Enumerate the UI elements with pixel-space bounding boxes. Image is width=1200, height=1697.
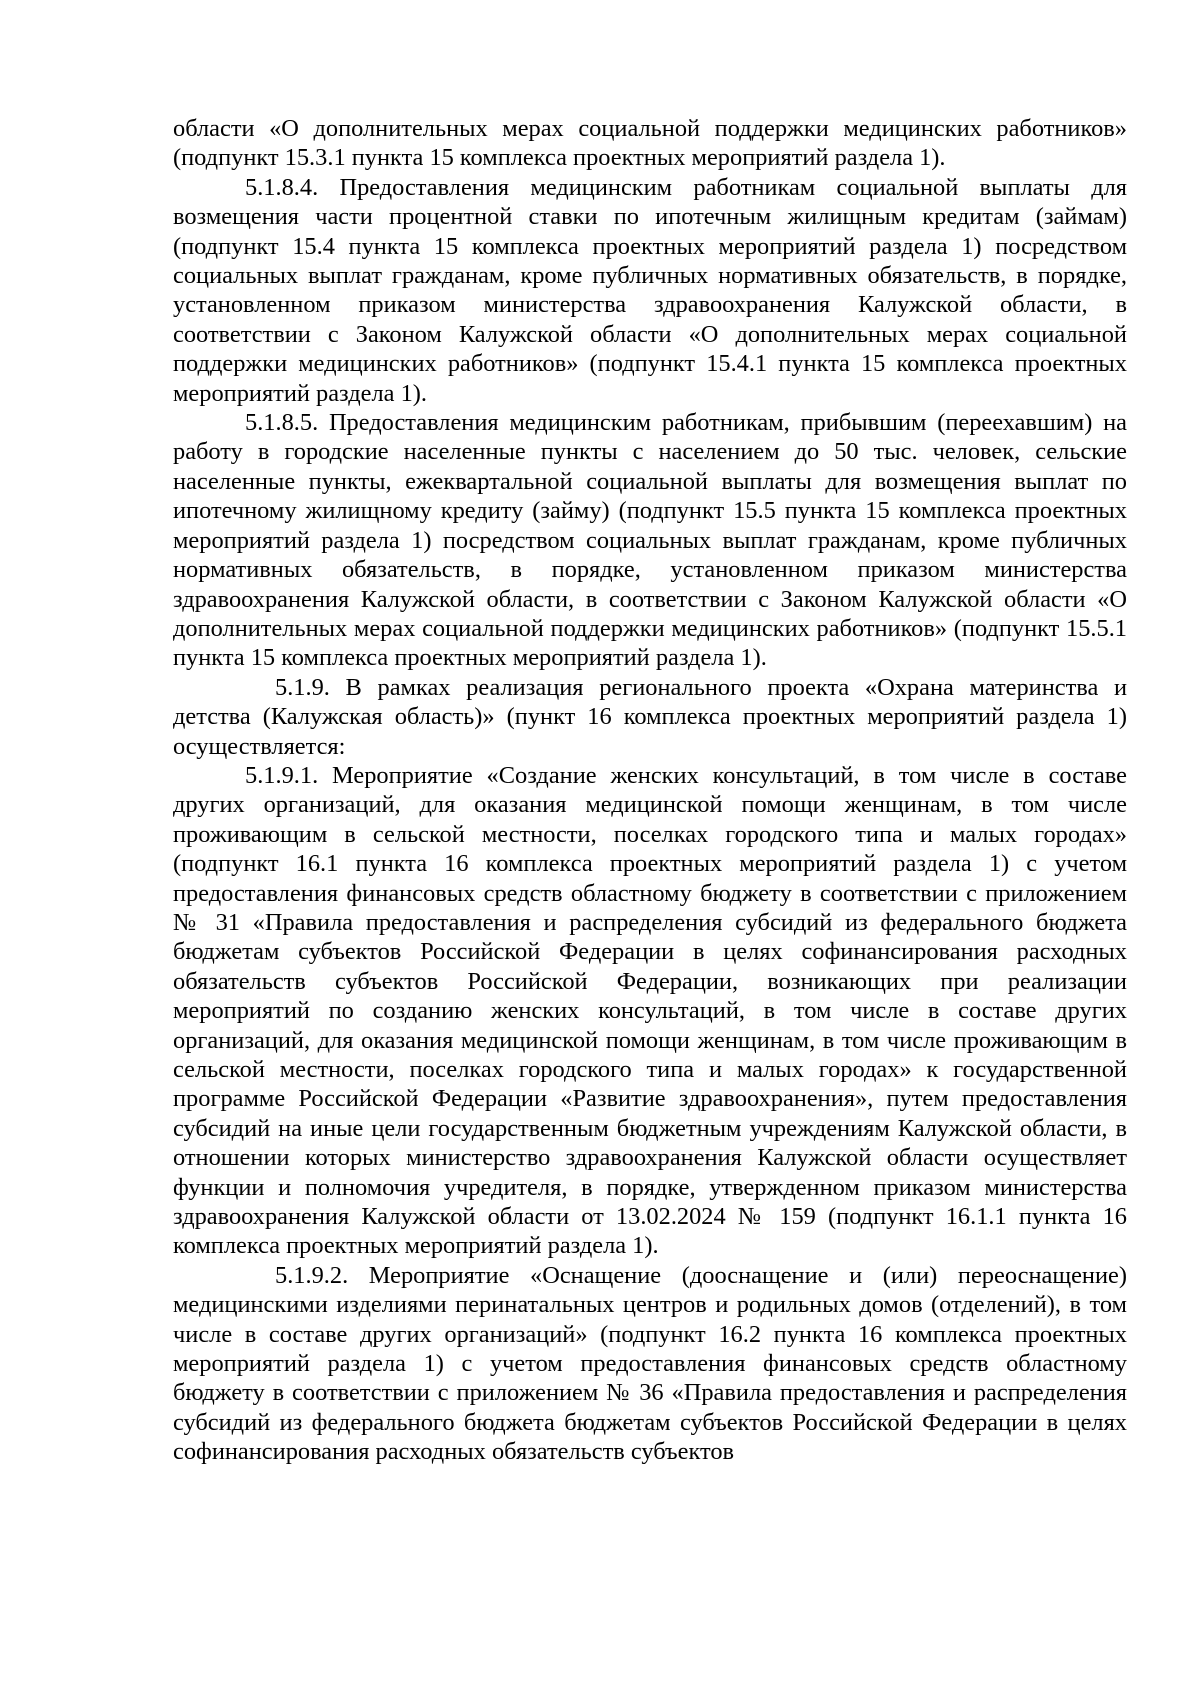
- paragraph-5-1-9-2: 5.1.9.2. Мероприятие «Оснащение (дооснащение и (или) переоснащение) медицинскими изделиями перинатальных центров и родильных домов (отделений), в том числе в составе других организаций» (подпункт 16.2 пункта 16 комплекса проектных мероприятий раздела 1) с учетом предоставления финансовых средств областному бюджету в соответствии с приложением № 36 «Правила предоставления и распределения субсидий из федерального бюджета бюджетам субъектов Российской Федерации в целях софинансирования расходных обязательств субъектов: [173, 1261, 1127, 1466]
- paragraph-continuation: области «О дополнительных мерах социальной поддержки медицинских работников» (подпункт 15.3.1 пункта 15 комплекса проектных мероприятий раздела 1).: [173, 115, 1127, 172]
- paragraph-5-1-9-1: 5.1.9.1. Мероприятие «Создание женских консультаций, в том числе в составе других организаций, для оказания медицинской помощи женщинам, в том числе проживающим в сельской местности, поселках городского типа и малых городах» (подпункт 16.1 пункта 16 комплекса проектных мероприятий раздела 1) с учетом предоставления финансовых средств областному бюджету в соответствии с приложением № 31 «Правила предоставления и распределения субсидий из федерального бюджета бюджетам субъектов Российской Федерации в целях софинансирования расходных обязательств субъектов Российской Федерации, возникающих при реализации мероприятий по созданию женских консультаций, в том числе в составе других организаций, для оказания медицинской помощи женщинам, в том числе проживающим в сельской местности, поселках городского типа и малых городах» к государственной программе Российской Федерации «Развитие здравоохранения», путем предоставления субсидий на иные цели государственным бюджетным учреждениям Калужской области, в отношении которых министерство здравоохранения Калужской области осуществляет функции и полномочия учредителя, в порядке, утвержденном приказом министерства здравоохранения Калужской области от 13.02.2024 № 159 (подпункт 16.1.1 пункта 16 комплекса проектных мероприятий раздела 1).: [173, 761, 1127, 1260]
- paragraph-5-1-9: 5.1.9. В рамках реализация регионального проекта «Охрана материнства и детства (Калужская область)» (пункт 16 комплекса проектных мероприятий раздела 1) осуществляется:: [173, 673, 1127, 760]
- document-body: [173, 114, 1127, 1467]
- paragraph-5-1-8-4: 5.1.8.4. Предоставления медицинским работникам социальной выплаты для возмещения части процентной ставки по ипотечным жилищным кредитам (займам) (подпункт 15.4 пункта 15 комплекса проектных мероприятий раздела 1) посредством социальных выплат гражданам, кроме публичных нормативных обязательств, в порядке, установленном приказом министерства здравоохранения Калужской области, в соответствии с Законом Калужской области «О дополнительных мерах социальной поддержки медицинских работников» (подпункт 15.4.1 пункта 15 комплекса проектных мероприятий раздела 1).: [173, 173, 1127, 407]
- paragraph-5-1-8-5: 5.1.8.5. Предоставления медицинским работникам, прибывшим (переехавшим) на работу в городские населенные пункты с населением до 50 тыс. человек, сельские населенные пункты, ежеквартальной социальной выплаты для возмещения выплат по ипотечному жилищному кредиту (займу) (подпункт 15.5 пункта 15 комплекса проектных мероприятий раздела 1) посредством социальных выплат гражданам, кроме публичных нормативных обязательств, в порядке, установленном приказом министерства здравоохранения Калужской области, в соответствии с Законом Калужской области «О дополнительных мерах социальной поддержки медицинских работников» (подпункт 15.5.1 пункта 15 комплекса проектных мероприятий раздела 1).: [173, 409, 1127, 672]
